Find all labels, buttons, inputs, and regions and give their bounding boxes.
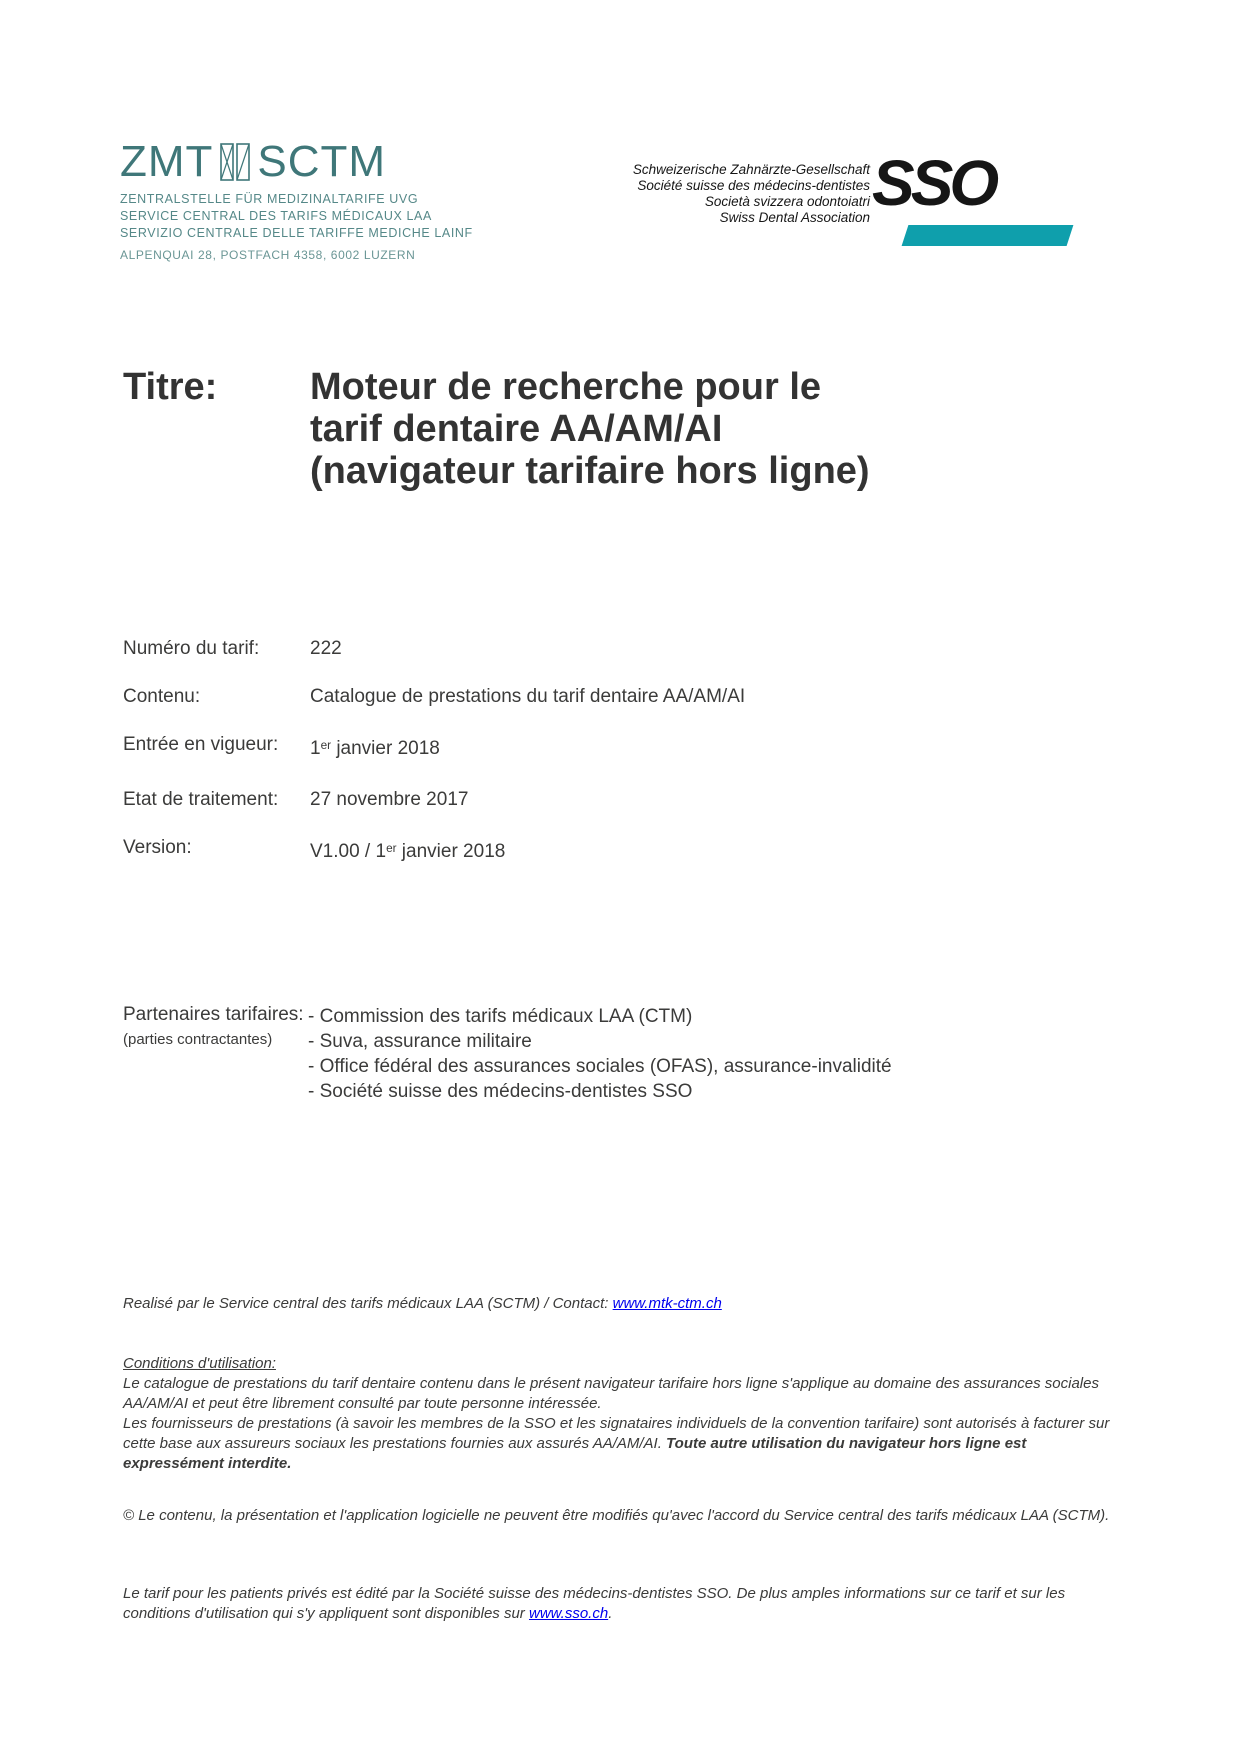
mtk-ctm-link[interactable]: www.mtk-ctm.ch xyxy=(612,1295,722,1312)
partners-list xyxy=(308,1004,1108,1104)
zmt-sctm-wordmark xyxy=(120,138,473,186)
realised-by-line xyxy=(123,1294,1128,1314)
meta-row-content xyxy=(0,685,1240,711)
zmt-text: ZMT xyxy=(120,137,214,186)
meta-label: Numéro du tarif: xyxy=(123,638,260,659)
sso-name-fr: Société suisse des médecins-dentistes xyxy=(637,178,870,193)
sso-website-link[interactable]: www.sso.ch xyxy=(528,1605,609,1622)
conditions-heading: Conditions d'utilisation: xyxy=(123,1355,276,1372)
title-line-1: Moteur de recherche pour le xyxy=(310,366,822,408)
title-line-2: tarif dentaire AA/AM/AI xyxy=(310,408,723,450)
document-title xyxy=(310,366,950,492)
meta-label: Etat de traitement: xyxy=(123,789,279,810)
zmt-sublines xyxy=(120,191,473,242)
sso-association-names xyxy=(633,162,870,226)
meta-row-tariff-number xyxy=(0,637,1240,663)
sctm-text: SCTM xyxy=(257,137,387,186)
partner-item: - Commission des tarifs médicaux LAA (CTM) xyxy=(308,1006,693,1027)
sso-name-de: Schweizerische Zahnärzte-Gesellschaft xyxy=(632,162,870,177)
meta-value: 27 novembre 2017 xyxy=(310,789,469,810)
meta-label: Contenu: xyxy=(123,686,201,707)
title-line-3: (navigateur tarifaire hors ligne) xyxy=(310,450,870,492)
meta-value: V1.00 / 1er janvier 2018 xyxy=(310,841,506,862)
partner-item: - Société suisse des médecins-dentistes SSO xyxy=(308,1081,693,1102)
copyright-note: © Le contenu, la présentation et l'application logicielle ne peuvent être modifiés qu'avec l'accord du Service central des tarifs médicaux LAA (SCTM). xyxy=(123,1507,1110,1524)
conditions-paragraph-1: Le catalogue de prestations du tarif dentaire contenu dans le présent navigateur tarifaire hors ligne s'applique au domaine des assurances sociales AA/AM/AI et peut être librement consulté par toute personne intéressée. xyxy=(123,1375,1099,1412)
meta-row-version xyxy=(0,836,1240,862)
title-label: Titre: xyxy=(123,366,218,408)
zmt-subline-de: ZENTRALSTELLE FÜR MEDIZINALTARIFE UVG xyxy=(120,192,419,206)
sso-note-text: Le tarif pour les patients privés est édité par la Société suisse des médecins-dentistes SSO. De plus amples informations sur ce tarif et sur les conditions d'utilisation qui s'y appliquent sont disponibles sur xyxy=(123,1585,1066,1622)
conditions-section xyxy=(123,1354,1128,1474)
partners-label: Partenaires tarifaires: xyxy=(123,1004,304,1025)
zmt-subline-it: SERVIZIO CENTRALE DELLE TARIFFE MEDICHE LAINF xyxy=(120,226,473,240)
meta-value: 1er janvier 2018 xyxy=(310,738,440,759)
sso-name-it: Società svizzera odontoiatri xyxy=(704,194,870,209)
zmt-sctm-logo xyxy=(120,138,473,263)
partner-item: - Suva, assurance militaire xyxy=(308,1031,532,1052)
partners-sublabel: (parties contractantes) xyxy=(123,1031,273,1048)
sso-note: Le tarif pour les patients privés est édité par la Société suisse des médecins-dentistes SSO. De plus amples informations sur ce tarif et sur les conditions d'utilisation qui s'y appliquent sont disponibles sur www.sso.ch. xyxy=(123,1585,1066,1622)
partner-item: - Office fédéral des assurances sociales (OFAS), assurance-invalidité xyxy=(308,1056,892,1077)
meta-row-effective-date xyxy=(0,733,1240,759)
meta-label: Version: xyxy=(123,837,192,858)
conditions-paragraph-2: Les fournisseurs de prestations (à savoir les membres de la SSO et les signataires individuels de la convention tarifaire) sont autorisés à facturer sur cette base aux assureurs sociaux les prestations fournies aux assurés AA/AM/AI. Toute autre utilisation du navigateur hors ligne est expressément interdite. xyxy=(123,1415,1110,1472)
meta-row-processing-state xyxy=(0,788,1240,814)
realised-by-text: Realisé par le Service central des tarifs médicaux LAA (SCTM) / Contact: xyxy=(123,1295,613,1312)
meta-value: Catalogue de prestations du tarif dentaire AA/AM/AI xyxy=(310,686,746,707)
meta-label: Entrée en vigueur: xyxy=(123,734,279,755)
meta-value: 222 xyxy=(310,638,342,659)
zmt-address: ALPENQUAI 28, POSTFACH 4358, 6002 LUZERN xyxy=(120,248,416,262)
sso-name-en: Swiss Dental Association xyxy=(719,210,870,225)
zmt-window-icon xyxy=(220,143,250,181)
conditions-bold-warning: Toute autre utilisation du navigateur hors ligne est expressément interdite. xyxy=(123,1435,1027,1472)
sso-logo-text: SSO xyxy=(872,147,996,219)
sso-teal-bar xyxy=(902,225,1074,246)
zmt-subline-fr: SERVICE CENTRAL DES TARIFS MÉDICAUX LAA xyxy=(120,209,432,223)
